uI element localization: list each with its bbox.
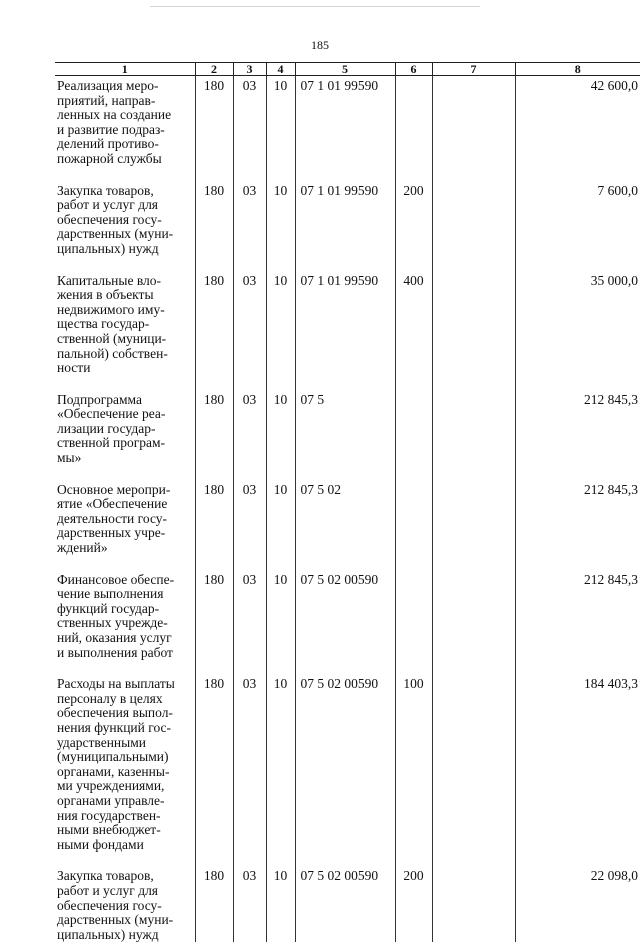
spacer-cell [55,852,195,866]
section-code-cell: 180 [195,480,233,556]
spacer-cell [233,660,266,674]
subsection-cell: 03 [233,271,266,376]
spacer-cell [395,167,432,181]
target-article-cell: 07 5 02 [295,480,395,556]
item-name-line: Расходы на выплаты [57,677,193,692]
section-code-cell: 180 [195,181,233,257]
spacer-cell [515,556,640,570]
table-row [55,76,640,167]
target-article-cell: 07 1 01 99590 [295,76,395,167]
extra-cell [432,570,515,661]
item-name-cell [55,674,195,852]
spacer-cell [432,466,515,480]
item-name-line: мы» [57,451,193,466]
spacer-cell [233,376,266,390]
item-name-line: дарственных (муни- [57,913,193,928]
table-body [55,76,640,942]
column-header: 5 [295,63,395,76]
extra-cell [432,480,515,556]
spacer-cell [295,556,395,570]
amount-cell: 212 845,3 [515,390,640,466]
spacer-cell [432,660,515,674]
expense-type-cell: 200 [395,181,432,257]
item-name-line: щества государ- [57,317,193,332]
expense-type-cell: 100 [395,674,432,852]
spacer-cell [295,660,395,674]
amount-cell: 42 600,0 [515,76,640,167]
spacer-cell [515,852,640,866]
amount-cell: 7 600,0 [515,181,640,257]
item-name-line: Капитальные вло- [57,274,193,289]
row-spacer [55,376,640,390]
spacer-cell [195,556,233,570]
spacer-cell [432,852,515,866]
item-name-line: ственной програм- [57,436,193,451]
item-name-line: ными фондами [57,838,193,853]
table-row [55,570,640,661]
top-rule [150,6,480,7]
item-name-line: Закупка товаров, [57,184,193,199]
item-name-line: работ и услуг для [57,198,193,213]
expense-type-cell [395,480,432,556]
spacer-cell [295,466,395,480]
extra-cell [432,181,515,257]
spacer-cell [55,466,195,480]
amount-cell: 212 845,3 [515,480,640,556]
spacer-cell [515,257,640,271]
spacer-cell [55,376,195,390]
spacer-cell [195,376,233,390]
spacer-cell [432,376,515,390]
spacer-cell [233,466,266,480]
item-name-line: лизации государ- [57,422,193,437]
subsection-detail-cell: 10 [266,866,295,942]
item-name-line: Основное меропри- [57,483,193,498]
item-name-line: дарственных учре- [57,526,193,541]
target-article-cell: 07 1 01 99590 [295,181,395,257]
item-name-line: обеспечения госу- [57,213,193,228]
column-header: 1 [55,63,195,76]
row-spacer [55,466,640,480]
amount-cell: 212 845,3 [515,570,640,661]
subsection-detail-cell: 10 [266,76,295,167]
subsection-detail-cell: 10 [266,390,295,466]
item-name-line: органами, казенны- [57,765,193,780]
spacer-cell [432,257,515,271]
expense-type-cell [395,76,432,167]
row-spacer [55,852,640,866]
item-name-line: дарственных (муни- [57,227,193,242]
target-article-cell: 07 5 02 00590 [295,866,395,942]
spacer-cell [515,376,640,390]
spacer-cell [266,852,295,866]
column-header: 8 [515,63,640,76]
spacer-cell [266,167,295,181]
item-name-cell [55,480,195,556]
item-name-line: Финансовое обеспе- [57,573,193,588]
budget-table [55,62,640,942]
table-row [55,674,640,852]
item-name-cell [55,570,195,661]
item-name-cell [55,866,195,942]
spacer-cell [395,660,432,674]
spacer-cell [233,167,266,181]
section-code-cell: 180 [195,866,233,942]
extra-cell [432,674,515,852]
subsection-detail-cell: 10 [266,570,295,661]
item-name-line: ятие «Обеспечение [57,497,193,512]
item-name-line: ния государствен- [57,809,193,824]
spacer-cell [55,167,195,181]
header-row [55,63,640,76]
subsection-cell: 03 [233,181,266,257]
extra-cell [432,271,515,376]
section-code-cell: 180 [195,570,233,661]
row-spacer [55,257,640,271]
spacer-cell [395,376,432,390]
spacer-cell [432,556,515,570]
spacer-cell [515,167,640,181]
item-name-cell [55,271,195,376]
spacer-cell [266,466,295,480]
spacer-cell [395,257,432,271]
section-code-cell: 180 [195,76,233,167]
spacer-cell [266,660,295,674]
spacer-cell [55,556,195,570]
subsection-cell: 03 [233,76,266,167]
spacer-cell [195,466,233,480]
table-row [55,866,640,942]
column-header: 4 [266,63,295,76]
spacer-cell [195,660,233,674]
extra-cell [432,76,515,167]
item-name-line: пожарной службы [57,152,193,167]
item-name-line: обеспечения госу- [57,899,193,914]
spacer-cell [266,556,295,570]
target-article-cell: 07 5 02 00590 [295,674,395,852]
column-header: 2 [195,63,233,76]
column-header: 7 [432,63,515,76]
subsection-detail-cell: 10 [266,480,295,556]
item-name-line: деятельности госу- [57,512,193,527]
item-name-line: ципальных) нужд [57,242,193,257]
row-spacer [55,167,640,181]
spacer-cell [233,852,266,866]
item-name-line: чение выполнения [57,587,193,602]
item-name-line: приятий, направ- [57,94,193,109]
row-spacer [55,660,640,674]
expense-type-cell [395,570,432,661]
item-name-line: нения функций гос- [57,721,193,736]
item-name-line: делений противо- [57,137,193,152]
subsection-cell: 03 [233,480,266,556]
column-header: 6 [395,63,432,76]
spacer-cell [55,257,195,271]
item-name-cell [55,390,195,466]
amount-cell: 35 000,0 [515,271,640,376]
spacer-cell [295,852,395,866]
item-name-line: ленных на создание [57,108,193,123]
item-name-line: (муниципальными) [57,750,193,765]
item-name-line: ми учреждениями, [57,779,193,794]
amount-cell: 22 098,0 [515,866,640,942]
subsection-detail-cell: 10 [266,181,295,257]
spacer-cell [295,167,395,181]
spacer-cell [195,257,233,271]
spacer-cell [395,466,432,480]
spacer-cell [55,660,195,674]
row-spacer [55,556,640,570]
spacer-cell [195,167,233,181]
amount-cell: 184 403,3 [515,674,640,852]
subsection-cell: 03 [233,390,266,466]
item-name-line: ственной (муници- [57,332,193,347]
subsection-detail-cell: 10 [266,271,295,376]
spacer-cell [266,376,295,390]
spacer-cell [295,376,395,390]
item-name-line: работ и услуг для [57,884,193,899]
item-name-line: ний, оказания услуг [57,631,193,646]
subsection-cell: 03 [233,570,266,661]
spacer-cell [233,257,266,271]
section-code-cell: 180 [195,271,233,376]
item-name-line: и развитие подраз- [57,123,193,138]
item-name-line: персоналу в целях [57,692,193,707]
page-number: 185 [0,38,640,53]
item-name-line: Закупка товаров, [57,869,193,884]
table-row [55,390,640,466]
item-name-line: и выполнения работ [57,646,193,661]
target-article-cell: 07 5 [295,390,395,466]
item-name-line: Реализация меро- [57,79,193,94]
spacer-cell [233,556,266,570]
column-header: 3 [233,63,266,76]
target-article-cell: 07 5 02 00590 [295,570,395,661]
item-name-line: недвижимого иму- [57,303,193,318]
table-row [55,181,640,257]
spacer-cell [195,852,233,866]
item-name-line: ждений» [57,541,193,556]
item-name-cell [55,76,195,167]
item-name-line: ударственными [57,736,193,751]
item-name-line: ными внебюджет- [57,823,193,838]
item-name-line: ственных учрежде- [57,616,193,631]
item-name-line: Подпрограмма [57,393,193,408]
expense-type-cell: 400 [395,271,432,376]
item-name-line: органами управле- [57,794,193,809]
subsection-cell: 03 [233,866,266,942]
expense-type-cell [395,390,432,466]
table-row [55,480,640,556]
item-name-line: функций государ- [57,602,193,617]
section-code-cell: 180 [195,674,233,852]
table-row [55,271,640,376]
spacer-cell [395,852,432,866]
target-article-cell: 07 1 01 99590 [295,271,395,376]
item-name-line: жения в объекты [57,288,193,303]
extra-cell [432,866,515,942]
item-name-line: «Обеспечение реа- [57,407,193,422]
item-name-line: обеспечения выпол- [57,706,193,721]
item-name-line: ципальных) нужд [57,928,193,942]
spacer-cell [515,660,640,674]
subsection-detail-cell: 10 [266,674,295,852]
spacer-cell [432,167,515,181]
spacer-cell [395,556,432,570]
section-code-cell: 180 [195,390,233,466]
expense-type-cell: 200 [395,866,432,942]
extra-cell [432,390,515,466]
item-name-line: пальной) собствен- [57,347,193,362]
spacer-cell [266,257,295,271]
spacer-cell [515,466,640,480]
item-name-line: ности [57,361,193,376]
subsection-cell: 03 [233,674,266,852]
spacer-cell [295,257,395,271]
item-name-cell [55,181,195,257]
